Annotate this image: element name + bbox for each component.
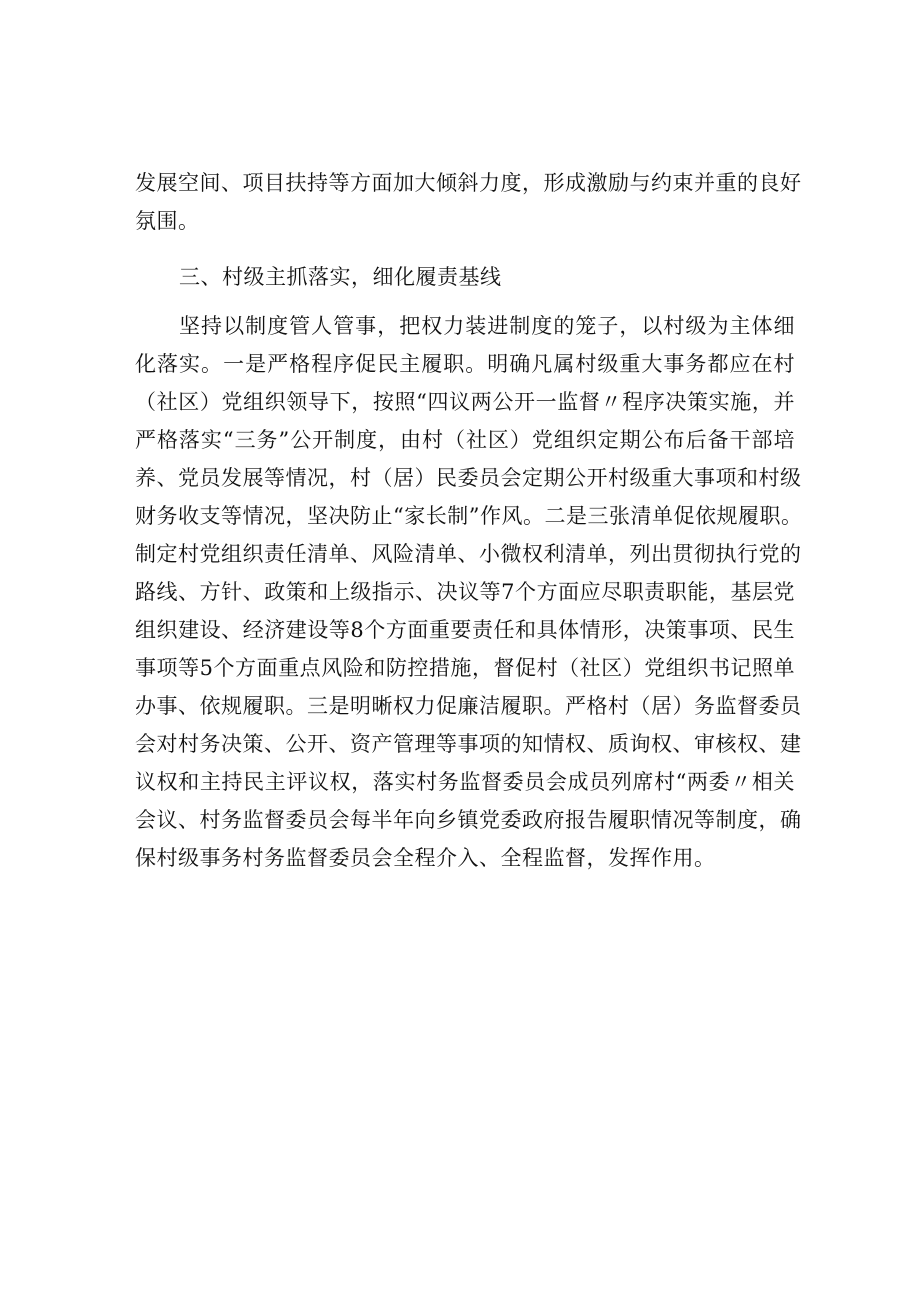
paragraph-line: 事项等5个方面重点风险和防控措施，督促村（社区）党组织书记照单 xyxy=(135,656,795,680)
paragraph-line: 养、党员发展等情况，村（居）民委员会定期公开村级重大事项和村级 xyxy=(135,466,802,490)
paragraph-line: 制定村党组织责任清单、风险清单、小微权利清单，列出贯彻执行党的 xyxy=(135,542,802,566)
paragraph-line: 议权和主持民主评议权，落实村务监督委员会成员列席村“两委〃相关 xyxy=(135,770,795,794)
paragraph-line: 办事、依规履职。三是明晰权力促廉洁履职。严格村（居）务监督委员 xyxy=(135,694,802,718)
paragraph-line: 会对村务决策、公开、资产管理等事项的知情权、质询权、审核权、建 xyxy=(135,732,802,756)
paragraph-line: 发展空间、项目扶持等方面加大倾斜力度，形成激励与约束并重的良好 xyxy=(135,171,802,195)
paragraph-line: 化落实。一是严格程序促民主履职。明确凡属村级重大事务都应在村 xyxy=(135,352,795,376)
paragraph-line: （社区）党组织领导下，按照“四议两公开一监督〃程序决策实施，并 xyxy=(135,390,795,414)
paragraph-line: 坚持以制度管人管事，把权力装进制度的笼子，以村级为主体细 xyxy=(135,314,795,338)
paragraph-line: 保村级事务村务监督委员会全程介入、全程监督，发挥作用。 xyxy=(135,846,716,870)
paragraph-body xyxy=(135,307,803,877)
paragraph-line: 路线、方针、政策和上级指示、决议等7个方面应尽职责职能，基层党 xyxy=(135,580,795,604)
paragraph-line: 财务收支等情况，坚决防止“家长制”作风。二是三张清单促依规履职。 xyxy=(135,504,803,528)
paragraph-line: 会议、村务监督委员会每半年向乡镇党委政府报告履职情况等制度，确 xyxy=(135,808,802,832)
paragraph-continuation xyxy=(135,164,802,240)
section-heading: 三、村级主抓落实，细化履责基线 xyxy=(179,265,502,289)
paragraph-line: 严格落实“三务”公开制度，由村（社区）党组织定期公布后备干部培 xyxy=(135,428,795,452)
paragraph-line: 组织建设、经济建设等8个方面重要责任和具体情形，决策事项、民生 xyxy=(135,618,795,642)
paragraph-line: 氛围。 xyxy=(135,209,200,233)
